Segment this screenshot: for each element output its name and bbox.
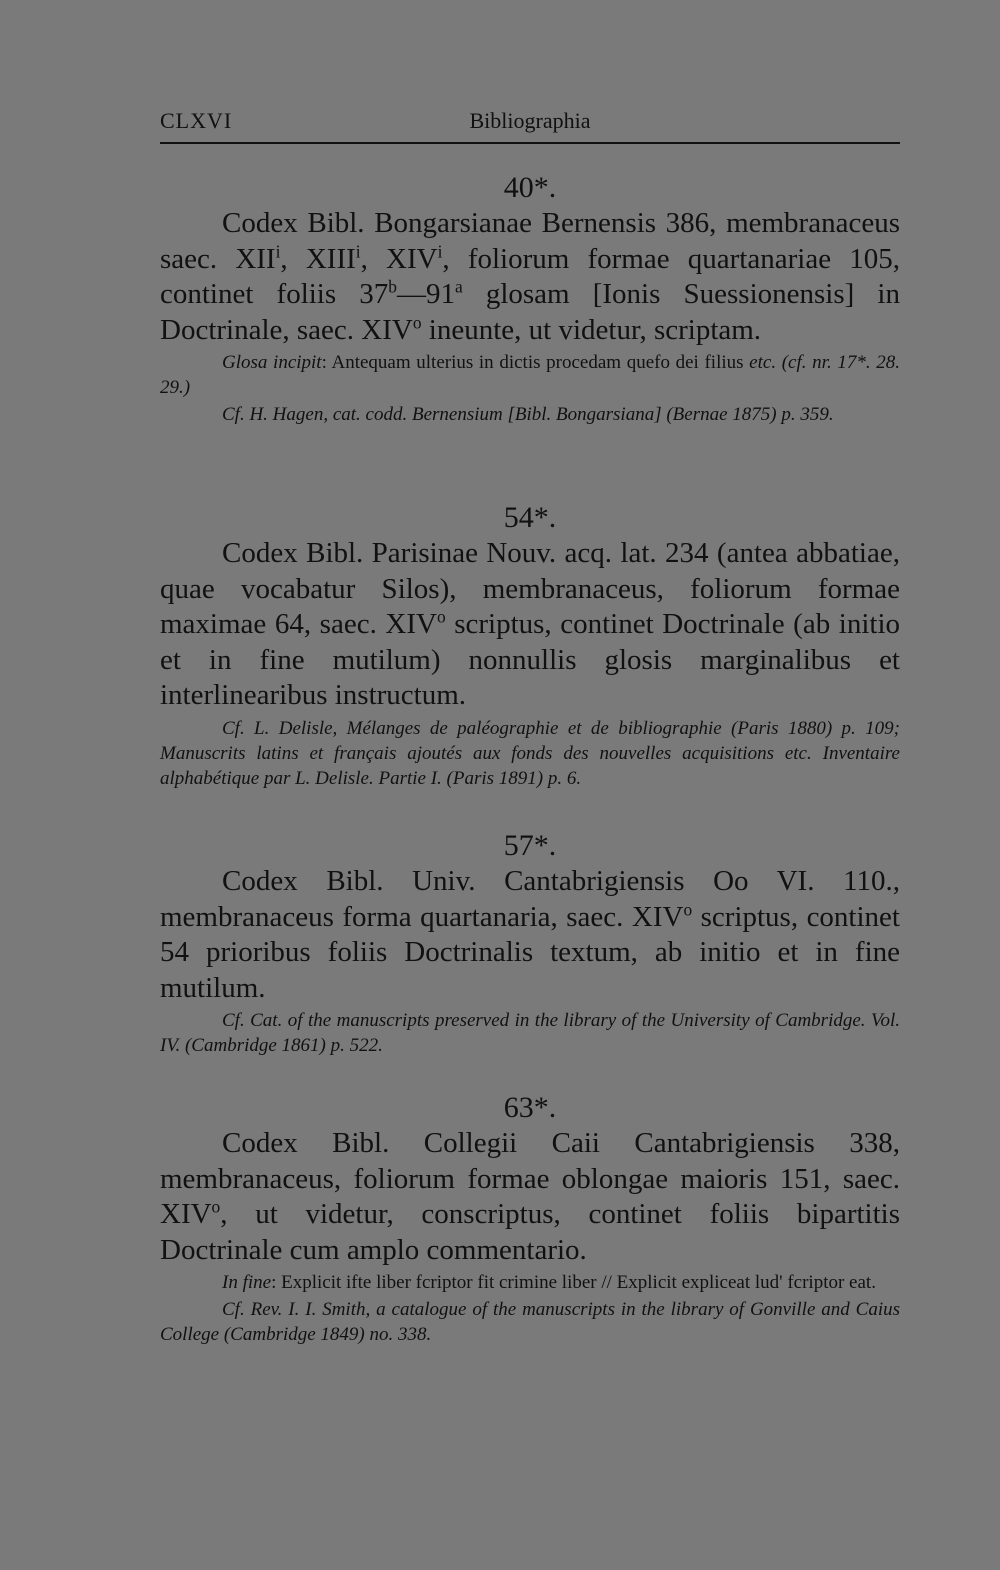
entry-number: 40*.: [503, 171, 557, 204]
entry-description: Codex Bibl. Collegii Caii Cantabrigiensis 338, membranaceus, foliorum formae oblongae maioris 151, saec. XIV$^o$, ut videtur, conscriptus, continet foliis bipartitis Doctrinale cum amplo commentario.: [160, 1127, 900, 1266]
entry-number: 63*.: [503, 1091, 557, 1124]
folio-number: CLXVI: [160, 108, 233, 133]
running-head: [160, 108, 900, 144]
entry-57: [160, 828, 900, 1058]
entry-note: Cf. Rev. I. I. Smith, a catalogue of the manuscripts in the library of Gonville and Caius College (Cambridge 1849) no. 338.: [160, 1299, 900, 1345]
entry-note: In fine: Explicit ifte liber fcriptor fit crimine liber // Explicit expliceat lud' fcriptor eat.: [222, 1272, 876, 1293]
entry-note: Cf. Cat. of the manuscripts preserved in the library of the University of Cambridge. Vol. IV. (Cambridge 1861) p. 522.: [160, 1010, 900, 1056]
entry-40: [160, 170, 900, 427]
entry-note: Cf. H. Hagen, cat. codd. Bernensium [Bibl. Bongarsiana] (Bernae 1875) p. 359.: [222, 404, 834, 425]
running-title: Bibliographia: [469, 108, 591, 133]
entry-description: Codex Bibl. Bongarsianae Bernensis 386, membranaceus saec. XII$^i$, XIII$^i$, XIV$^i$, foliorum formae quartanariae 105, continet foliis 37$^b$—91$^a$ glosam [Ionis Suessionensis] in Doctrinale, saec. XIV$^o$ ineunte, ut videtur, scriptam.: [160, 207, 900, 346]
entry-number: 57*.: [503, 829, 557, 862]
entry-description: Codex Bibl. Univ. Cantabrigiensis Oo VI. 110., membranaceus forma quartanaria, saec. XIV$^o$ scriptus, continet 54 prioribus foliis Doctrinalis textum, ab initio et in fine mutilum.: [160, 865, 900, 1004]
entry-54: [160, 500, 900, 791]
entry-note: Glosa incipit: Antequam ulterius in dictis procedam quefo dei filius etc. (cf. nr. 17*. 28. 29.): [160, 352, 900, 398]
entry-description: Codex Bibl. Parisinae Nouv. acq. lat. 234 (antea abbatiae, quae vocabatur Silos), membranaceus, foliorum formae maximae 64, saec. XIV$^o$ scriptus, continet Doctrinale (ab initio et in fine mutilum) nonnullis glosis marginalibus et interlinearibus instructum.: [160, 537, 900, 711]
entry-note: Cf. L. Delisle, Mélanges de paléographie et de bibliographie (Paris 1880) p. 109; Manuscrits latins et français ajoutés aux fonds des nouvelles acquisitions etc. Inventaire alphabétique par L. Delisle. Partie I. (Paris 1891) p. 6.: [160, 717, 900, 789]
entry-63: [160, 1090, 900, 1347]
entry-number: 54*.: [503, 501, 557, 534]
